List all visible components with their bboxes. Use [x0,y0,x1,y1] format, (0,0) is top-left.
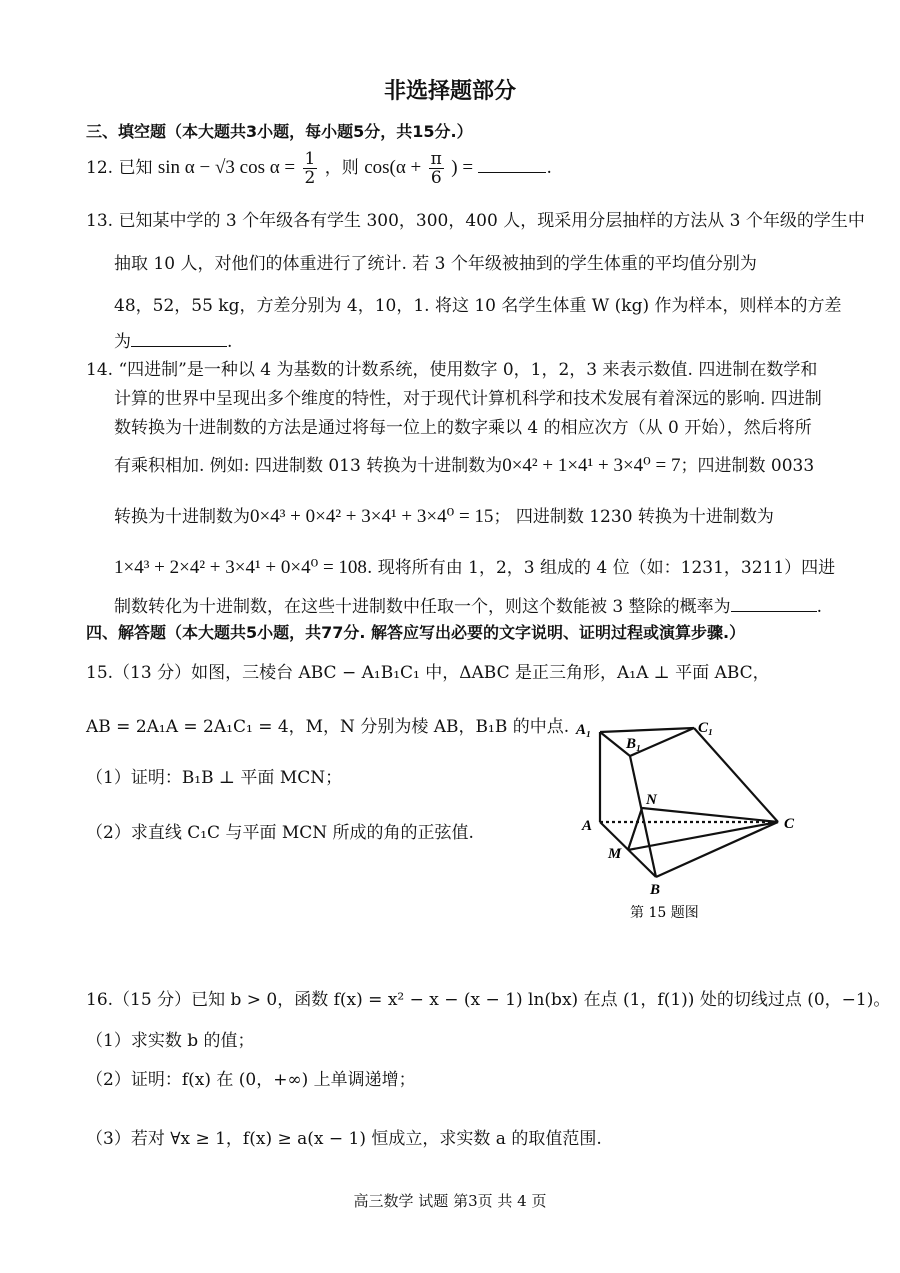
q13-answer-blank [131,345,227,347]
section-3-heading: 三、填空题（本大题共3小题，每小题5分，共15分.） [86,122,473,141]
q14-line-2: 计算的世界中呈现出多个维度的特性，对于现代计算机科学和技术发展有着深远的影响. 四进制 [114,389,822,409]
q14-line-6 [114,553,835,579]
q14-line-1: 14. “四进制”是一种以 4 为基数的计数系统，使用数字 0，1，2，3 来表示数值. 四进制在数学和 [86,360,818,380]
q12-equation: sin α − √3 cos α = [157,157,296,178]
edge-b-c [656,822,778,877]
q13-line-2: 抽取 10 人，对他们的体重进行了统计. 若 3 个年级被抽到的学生体重的平均值分别为 [114,254,757,274]
q14-end: . [816,597,823,617]
q14-line-4 [114,451,814,477]
label-b1: B₁ [626,736,642,752]
q12-frac-den: 2 [304,168,316,188]
frustum-figure [570,712,810,927]
label-c: C [784,816,795,832]
q12-answer-blank [478,171,546,173]
q14-answer-blank [731,610,817,612]
q16-part-2: （2）证明：f(x) 在 (0，+∞) 上单调递增； [86,1070,416,1090]
label-c1: C₁ [698,720,714,736]
q12-prefix: 12. 已知 [86,158,153,178]
q15-part-2: （2）求直线 C₁C 与平面 MCN 所成的角的正弦值. [86,823,474,843]
q12-pi-fraction [429,150,444,187]
q16-part-1: （1）求实数 b 的值； [86,1031,255,1051]
q13-line-1: 13. 已知某中学的 3 个年级各有学生 300，300，400 人，现采用分层抽样的方法从 3 个年级的学生中 [86,211,865,231]
q14-line-6-math: 1×4³ + 2×4² + 3×4¹ + 0×4⁰ = 108 [114,557,367,578]
section-4-heading: 四、解答题（本大题共5小题，共77分. 解答应写出必要的文字说明、证明过程或演算步骤.） [86,623,746,642]
line-n-c [642,808,778,822]
label-a: A [582,818,593,834]
q13-line-3: 48，52，55 kg，方差分别为 4，10，1. 将这 10 名学生体重 W (kg) 作为样本，则样本的方差 [114,296,842,316]
q14-line-5 [114,502,774,528]
q14-line-4-tail: ；四进制数 0033 [680,456,815,476]
q12-pi-num: π [430,149,442,169]
label-m: M [608,846,622,862]
q14-line-3: 数转换为十进制数的方法是通过将每一位上的数字乘以 4 的相应次方（从 0 开始），然后将所 [114,418,812,438]
q15-line-2: AB = 2A₁A = 2A₁C₁ = 4，M，N 分别为棱 AB，B₁B 的中点. [86,717,570,737]
q12-mid: ，则 [324,158,359,178]
q12-expression-end: ) = [451,157,474,178]
edge-b1-b [630,756,656,877]
q12-expression: cos(α + [364,157,422,178]
q16-line-1: 16.（15 分）已知 b > 0，函数 f(x) = x² − x − (x − 1) ln(bx) 在点 (1，f(1)) 处的切线过点 (0，−1)。 [86,990,891,1010]
q12-frac-num: 1 [304,149,316,169]
q16-part-3: （3）若对 ∀x ≥ 1，f(x) ≥ a(x − 1) 恒成立，求实数 a 的取值范围. [86,1129,602,1149]
q14-line-6-tail: . 现将所有由 1，2，3 组成的 4 位（如：1231，3211）四进 [366,558,836,578]
q14-line-5-tail: ； 四进制数 1230 转换为十进制数为 [493,507,774,527]
edge-c1-c [694,728,778,822]
label-a1: A₁ [576,722,592,738]
q14-line-5-math: 0×4³ + 0×4² + 3×4¹ + 3×4⁰ = 15 [250,506,494,527]
page-footer: 高三数学 试题 第3页 共 4 页 [353,1192,547,1210]
q14-line-4-math: 0×4² + 1×4¹ + 3×4⁰ = 7 [502,455,681,476]
q12-fraction [303,150,318,187]
q12-end: . [546,158,552,178]
q14-line-4-text: 有乘积相加. 例如: 四进制数 013 转换为十进制数为 [114,456,503,476]
q15-line-1: 15.（13 分）如图，三棱台 ABC − A₁B₁C₁ 中，ΔABC 是正三角形，A₁A ⊥ 平面 ABC， [86,663,770,683]
q13-line-4-text: 为 [114,332,131,352]
label-b: B [650,882,661,898]
line-m-n [628,808,642,850]
q13-line-4 [114,327,232,352]
label-n: N [646,792,657,808]
q15-part-1: （1）证明：B₁B ⊥ 平面 MCN； [86,768,343,788]
q13-end: . [227,332,233,352]
q14-line-5-text: 转换为十进制数为 [114,507,250,527]
figure-caption: 第 15 题图 [630,905,699,921]
edge-a1-c1 [600,728,694,732]
question-12 [86,150,552,187]
q14-line-7-text: 制数转化为十进制数，在这些十进制数中任取一个，则这个数能被 3 整除的概率为 [114,597,731,617]
page-title: 非选择题部分 [383,79,516,104]
q14-line-7 [114,592,822,617]
line-m-c [628,822,778,850]
q12-pi-den: 6 [430,168,442,188]
